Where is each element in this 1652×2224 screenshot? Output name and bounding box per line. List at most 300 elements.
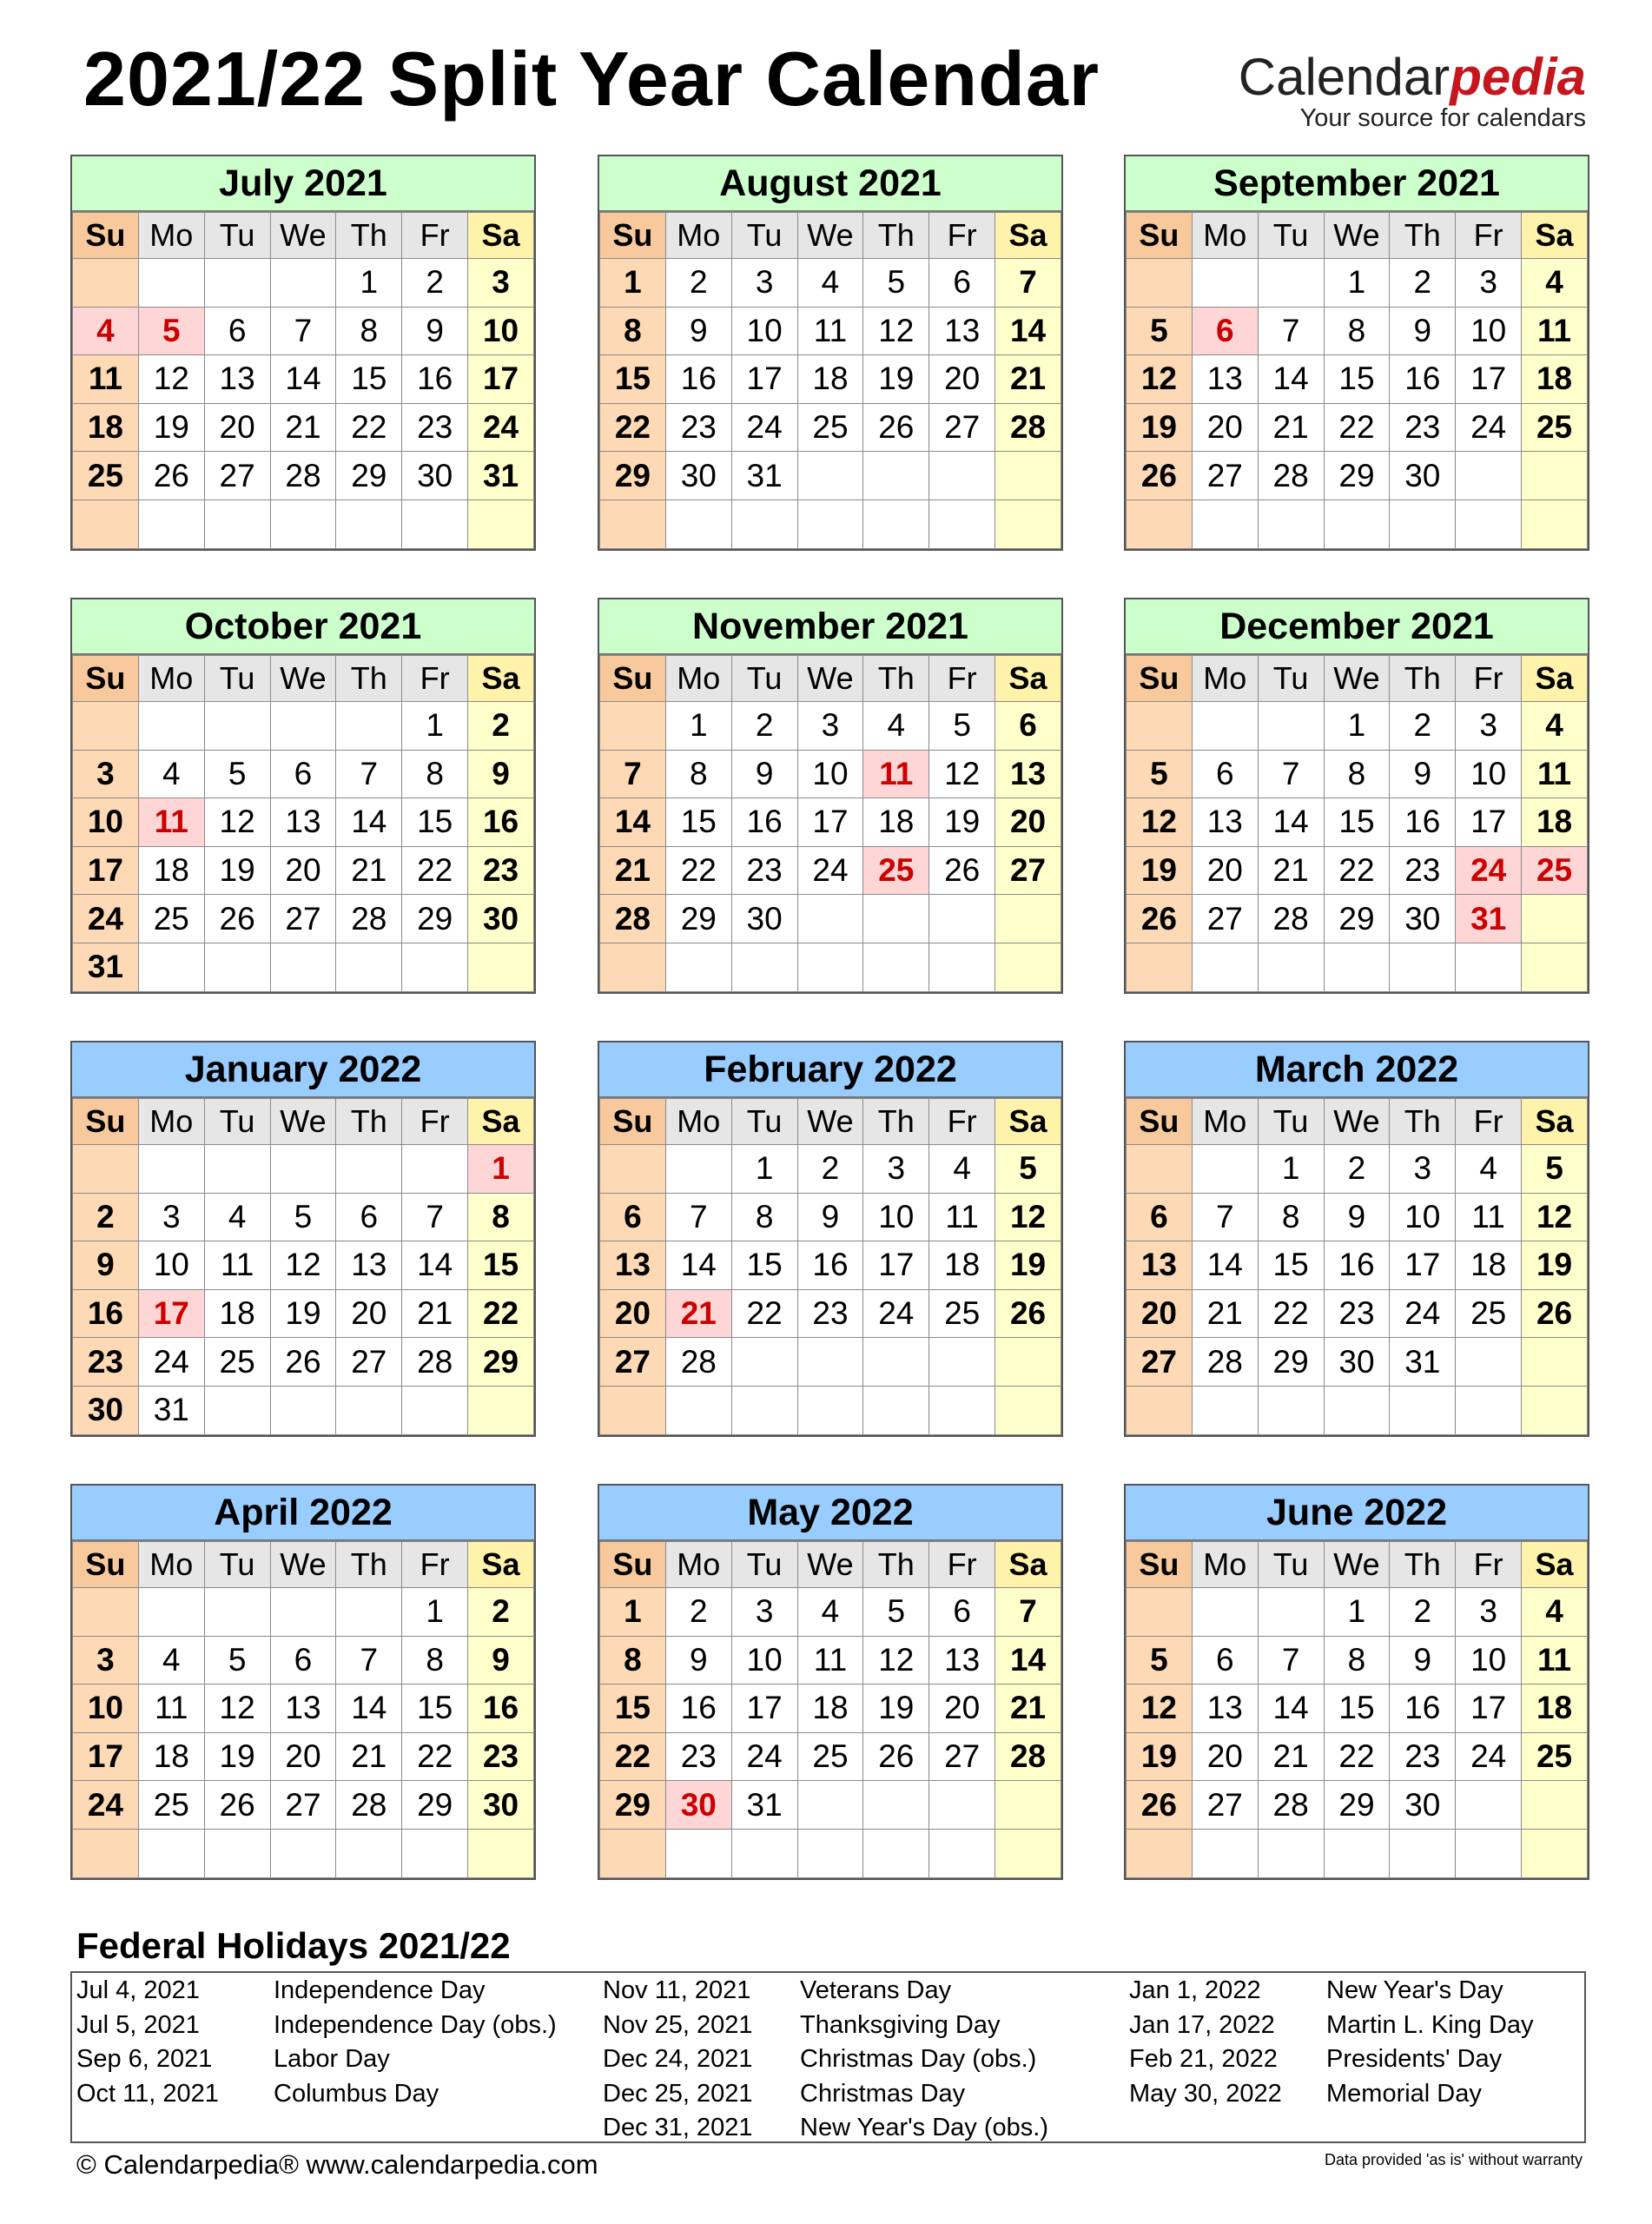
day-cell: 28 — [995, 1732, 1061, 1781]
day-cell: 12 — [138, 355, 204, 404]
day-cell: 4 — [1522, 702, 1588, 751]
day-cell: 15 — [665, 798, 731, 847]
day-cell: 31 — [73, 943, 139, 991]
day-cell: 14 — [402, 1241, 468, 1290]
day-cell: 23 — [73, 1338, 139, 1387]
holidays-column — [76, 1974, 557, 2111]
day-cell: 3 — [1456, 702, 1522, 751]
day-cell: 9 — [1390, 750, 1456, 798]
day-cell: 4 — [138, 750, 204, 798]
holiday-name: Memorial Day — [1326, 2079, 1482, 2108]
holiday-date: Jan 1, 2022 — [1129, 1976, 1261, 2004]
day-cell: 21 — [600, 846, 666, 895]
day-cell: 3 — [1456, 1588, 1522, 1637]
day-cell: 5 — [863, 1588, 929, 1637]
month-title: May 2022 — [599, 1486, 1061, 1541]
weekday-header: We — [1324, 1542, 1390, 1588]
empty-day-cell — [1324, 500, 1390, 548]
day-cell: 29 — [336, 452, 402, 500]
empty-day-cell — [863, 1386, 929, 1434]
weekday-header: Tu — [1258, 656, 1324, 702]
day-cell: 23 — [797, 1289, 863, 1338]
day-cell: 6 — [270, 750, 336, 798]
day-cell: 26 — [204, 895, 270, 943]
day-cell: 20 — [270, 1732, 336, 1781]
day-cell: 18 — [863, 798, 929, 847]
day-cell: 23 — [1390, 1732, 1456, 1781]
day-cell: 25 — [1456, 1289, 1522, 1338]
day-cell: 29 — [1324, 452, 1390, 500]
weekday-header: Fr — [402, 1099, 468, 1145]
day-cell: 6 — [929, 259, 995, 308]
day-cell: 1 — [1258, 1145, 1324, 1194]
holiday-date: Dec 24, 2021 — [603, 2045, 753, 2073]
month-title: September 2021 — [1126, 156, 1588, 212]
day-cell: 19 — [863, 1685, 929, 1733]
holiday-row — [603, 2077, 1054, 2112]
empty-day-cell — [1456, 1781, 1522, 1830]
day-cell: 3 — [863, 1145, 929, 1194]
day-cell: 30 — [1390, 452, 1456, 500]
day-cell: 5 — [1127, 750, 1193, 798]
day-cell: 13 — [1192, 355, 1258, 404]
day-cell: 13 — [336, 1241, 402, 1290]
weekday-header: Tu — [731, 213, 797, 259]
weekday-header: Su — [600, 1542, 666, 1588]
day-cell: 13 — [1127, 1241, 1193, 1290]
day-cell: 16 — [797, 1241, 863, 1290]
day-cell: 11 — [73, 355, 139, 404]
footer-copyright: © Calendarpedia® www.calendarpedia.com — [76, 2149, 598, 2180]
day-cell: 22 — [336, 403, 402, 452]
weekday-header: Tu — [204, 1542, 270, 1588]
day-cell: 3 — [468, 259, 534, 308]
day-cell: 25 — [138, 895, 204, 943]
day-cell: 24 — [1390, 1289, 1456, 1338]
day-cell: 4 — [1522, 259, 1588, 308]
day-cell: 24 — [73, 895, 139, 943]
holiday-row — [1129, 2042, 1581, 2077]
weekday-header: Su — [1127, 213, 1193, 259]
empty-day-cell — [995, 500, 1061, 548]
day-cell: 27 — [336, 1338, 402, 1387]
month-title: April 2022 — [72, 1486, 534, 1541]
day-cell: 12 — [204, 798, 270, 847]
empty-day-cell — [1258, 1588, 1324, 1637]
month-title: December 2021 — [1126, 599, 1588, 655]
day-cell: 22 — [665, 846, 731, 895]
day-cell: 29 — [665, 895, 731, 943]
empty-day-cell — [929, 1386, 995, 1434]
day-cell: 8 — [1324, 307, 1390, 355]
day-cell: 27 — [1127, 1338, 1193, 1387]
empty-day-cell — [929, 895, 995, 943]
empty-day-cell — [1192, 702, 1258, 751]
day-cell: 7 — [1258, 750, 1324, 798]
weekday-header: Sa — [468, 213, 534, 259]
day-cell: 29 — [402, 1781, 468, 1830]
day-cell: 24 — [73, 1781, 139, 1830]
day-cell: 12 — [270, 1241, 336, 1290]
empty-day-cell — [1192, 500, 1258, 548]
day-cell: 7 — [402, 1193, 468, 1241]
empty-day-cell — [929, 1338, 995, 1387]
weekday-header: Fr — [929, 213, 995, 259]
day-cell: 19 — [1127, 1732, 1193, 1781]
weekday-header: Su — [73, 1099, 139, 1145]
day-cell: 8 — [402, 750, 468, 798]
empty-day-cell — [1522, 1386, 1588, 1434]
weekday-header: Th — [1390, 656, 1456, 702]
day-cell: 22 — [600, 1732, 666, 1781]
weekday-header: Tu — [731, 1099, 797, 1145]
day-cell: 12 — [1127, 355, 1193, 404]
empty-day-cell — [863, 1829, 929, 1877]
day-cell: 6 — [1192, 750, 1258, 798]
day-cell: 19 — [270, 1289, 336, 1338]
weekday-header: Su — [1127, 1542, 1193, 1588]
holiday-date: Jan 17, 2022 — [1129, 2010, 1275, 2039]
day-cell: 17 — [1456, 798, 1522, 847]
day-cell: 25 — [797, 403, 863, 452]
day-cell: 30 — [731, 895, 797, 943]
day-cell: 17 — [73, 1732, 139, 1781]
empty-day-cell — [797, 943, 863, 991]
weekday-header: Th — [863, 1099, 929, 1145]
empty-day-cell — [731, 500, 797, 548]
weekday-header: We — [1324, 1099, 1390, 1145]
holiday-name: Christmas Day — [800, 2079, 966, 2108]
month-calendar — [1124, 155, 1589, 551]
day-cell: 7 — [995, 1588, 1061, 1637]
empty-day-cell — [863, 1338, 929, 1387]
weekday-header: Fr — [1456, 656, 1522, 702]
day-cell: 11 — [929, 1193, 995, 1241]
holiday-day-cell: 24 — [1456, 846, 1522, 895]
weekday-header: Sa — [995, 1099, 1061, 1145]
day-cell: 4 — [1456, 1145, 1522, 1194]
weekday-header: Fr — [929, 656, 995, 702]
empty-day-cell — [731, 1386, 797, 1434]
day-cell: 5 — [204, 1636, 270, 1685]
day-cell: 9 — [402, 307, 468, 355]
day-cell: 17 — [731, 355, 797, 404]
empty-day-cell — [1522, 500, 1588, 548]
month-calendar — [1124, 1041, 1589, 1437]
month-calendar — [598, 1484, 1063, 1880]
day-cell: 15 — [402, 798, 468, 847]
day-cell: 16 — [665, 355, 731, 404]
empty-day-cell — [1127, 259, 1193, 308]
empty-day-cell — [270, 1588, 336, 1637]
empty-day-cell — [270, 943, 336, 991]
day-cell: 10 — [468, 307, 534, 355]
weekday-header: Fr — [1456, 1542, 1522, 1588]
day-cell: 28 — [1258, 1781, 1324, 1830]
weekday-header: Sa — [468, 1542, 534, 1588]
day-cell: 16 — [1324, 1241, 1390, 1290]
day-cell: 25 — [1522, 403, 1588, 452]
weekday-header: Mo — [1192, 656, 1258, 702]
day-cell: 7 — [995, 259, 1061, 308]
day-cell: 19 — [995, 1241, 1061, 1290]
day-cell: 19 — [863, 355, 929, 404]
day-cell: 23 — [665, 1732, 731, 1781]
weekday-header: Mo — [138, 1542, 204, 1588]
day-cell: 19 — [1127, 846, 1193, 895]
day-cell: 20 — [1192, 1732, 1258, 1781]
day-cell: 14 — [336, 1685, 402, 1733]
day-cell: 29 — [402, 895, 468, 943]
day-cell: 25 — [1522, 1732, 1588, 1781]
day-cell: 11 — [138, 1685, 204, 1733]
month-calendar — [70, 1484, 536, 1880]
weekday-header: We — [270, 1542, 336, 1588]
day-cell: 9 — [468, 1636, 534, 1685]
holiday-date: May 30, 2022 — [1129, 2079, 1282, 2108]
day-cell: 15 — [336, 355, 402, 404]
holiday-date: Oct 11, 2021 — [76, 2079, 219, 2108]
empty-day-cell — [1324, 943, 1390, 991]
day-cell: 23 — [665, 403, 731, 452]
weekday-header: Th — [336, 656, 402, 702]
day-cell: 1 — [731, 1145, 797, 1194]
day-cell: 14 — [1258, 798, 1324, 847]
day-cell: 11 — [1522, 1636, 1588, 1685]
empty-day-cell — [204, 500, 270, 548]
day-cell: 23 — [468, 1732, 534, 1781]
day-cell: 23 — [731, 846, 797, 895]
day-cell: 15 — [468, 1241, 534, 1290]
day-cell: 27 — [1192, 1781, 1258, 1830]
weekday-header: Tu — [1258, 1542, 1324, 1588]
empty-day-cell — [336, 500, 402, 548]
day-cell: 16 — [1390, 1685, 1456, 1733]
weekday-header: Mo — [1192, 213, 1258, 259]
day-cell: 24 — [863, 1289, 929, 1338]
holiday-day-cell: 1 — [468, 1145, 534, 1194]
day-cell: 7 — [600, 750, 666, 798]
holiday-name: Independence Day — [274, 1976, 486, 2004]
day-cell: 21 — [1192, 1289, 1258, 1338]
holidays-column — [603, 1974, 1054, 2146]
day-cell: 1 — [336, 259, 402, 308]
day-cell: 16 — [1390, 355, 1456, 404]
day-cell: 30 — [1390, 895, 1456, 943]
day-cell: 8 — [665, 750, 731, 798]
empty-day-cell — [1127, 943, 1193, 991]
empty-day-cell — [270, 1145, 336, 1194]
day-cell: 18 — [204, 1289, 270, 1338]
day-cell: 12 — [863, 1636, 929, 1685]
day-cell: 19 — [204, 1732, 270, 1781]
day-cell: 13 — [995, 750, 1061, 798]
day-cell: 5 — [1522, 1145, 1588, 1194]
day-cell: 7 — [1258, 1636, 1324, 1685]
empty-day-cell — [1192, 1386, 1258, 1434]
month-calendar — [598, 155, 1063, 551]
day-cell: 5 — [929, 702, 995, 751]
month-title: August 2021 — [599, 156, 1061, 212]
weekday-header: We — [797, 1542, 863, 1588]
empty-day-cell — [995, 1829, 1061, 1877]
empty-day-cell — [863, 943, 929, 991]
day-cell: 1 — [665, 702, 731, 751]
day-cell: 14 — [270, 355, 336, 404]
day-cell: 7 — [336, 1636, 402, 1685]
day-cell: 2 — [1390, 702, 1456, 751]
day-cell: 17 — [468, 355, 534, 404]
day-cell: 22 — [1324, 1732, 1390, 1781]
day-cell: 10 — [1390, 1193, 1456, 1241]
day-cell: 16 — [1390, 798, 1456, 847]
holiday-row — [76, 2009, 557, 2043]
empty-day-cell — [73, 500, 139, 548]
weekday-header: Fr — [1456, 213, 1522, 259]
empty-day-cell — [1522, 1781, 1588, 1830]
day-cell: 4 — [204, 1193, 270, 1241]
weekday-header: Mo — [1192, 1099, 1258, 1145]
empty-day-cell — [468, 1829, 534, 1877]
day-cell: 21 — [995, 1685, 1061, 1733]
day-cell: 30 — [1324, 1338, 1390, 1387]
day-cell: 22 — [468, 1289, 534, 1338]
day-cell: 27 — [929, 1732, 995, 1781]
empty-day-cell — [204, 1588, 270, 1637]
day-cell: 31 — [138, 1386, 204, 1434]
empty-day-cell — [1522, 895, 1588, 943]
empty-day-cell — [863, 1781, 929, 1830]
day-cell: 31 — [1390, 1338, 1456, 1387]
day-cell: 9 — [797, 1193, 863, 1241]
day-cell: 26 — [1522, 1289, 1588, 1338]
day-cell: 25 — [73, 452, 139, 500]
empty-day-cell — [1522, 943, 1588, 991]
holiday-name: Labor Day — [274, 2045, 390, 2073]
day-cell: 5 — [995, 1145, 1061, 1194]
day-cell: 25 — [204, 1338, 270, 1387]
day-cell: 24 — [468, 403, 534, 452]
day-cell: 18 — [138, 1732, 204, 1781]
month-title: February 2022 — [599, 1042, 1061, 1098]
empty-day-cell — [995, 1386, 1061, 1434]
day-cell: 27 — [995, 846, 1061, 895]
day-cell: 13 — [929, 1636, 995, 1685]
holiday-name: Veterans Day — [800, 1976, 952, 2004]
day-cell: 15 — [600, 355, 666, 404]
day-cell: 10 — [1456, 307, 1522, 355]
empty-day-cell — [731, 1829, 797, 1877]
holiday-name: New Year's Day (obs.) — [800, 2114, 1048, 2141]
empty-day-cell — [600, 702, 666, 751]
holiday-date: Nov 11, 2021 — [603, 1976, 751, 2004]
weekday-header: Th — [336, 1542, 402, 1588]
day-cell: 4 — [138, 1636, 204, 1685]
day-cell: 26 — [995, 1289, 1061, 1338]
empty-day-cell — [1324, 1386, 1390, 1434]
page-title: 2021/22 Split Year Calendar — [83, 36, 1100, 122]
holiday-name: Thanksgiving Day — [800, 2010, 1001, 2039]
day-cell: 12 — [995, 1193, 1061, 1241]
empty-day-cell — [929, 943, 995, 991]
day-cell: 13 — [204, 355, 270, 404]
day-cell: 16 — [73, 1289, 139, 1338]
empty-day-cell — [270, 1829, 336, 1877]
day-cell: 16 — [731, 798, 797, 847]
day-cell: 2 — [468, 702, 534, 751]
weekday-header: We — [270, 656, 336, 702]
day-cell: 29 — [600, 452, 666, 500]
empty-day-cell — [1456, 500, 1522, 548]
weekday-header: We — [797, 1099, 863, 1145]
holiday-name: Christmas Day (obs.) — [800, 2045, 1037, 2073]
holiday-date: Sep 6, 2021 — [76, 2045, 213, 2073]
day-cell: 7 — [1192, 1193, 1258, 1241]
weekday-header: We — [270, 1099, 336, 1145]
weekday-header: Fr — [1456, 1099, 1522, 1145]
day-cell: 26 — [1127, 1781, 1193, 1830]
empty-day-cell — [600, 943, 666, 991]
day-cell: 16 — [468, 1685, 534, 1733]
day-cell: 21 — [336, 846, 402, 895]
day-cell: 20 — [336, 1289, 402, 1338]
day-cell: 14 — [665, 1241, 731, 1290]
day-cell: 26 — [929, 846, 995, 895]
weekday-header: Mo — [665, 1099, 731, 1145]
day-cell: 8 — [1324, 750, 1390, 798]
day-cell: 18 — [797, 1685, 863, 1733]
day-cell: 29 — [1258, 1338, 1324, 1387]
empty-day-cell — [1456, 1829, 1522, 1877]
day-cell: 27 — [1192, 452, 1258, 500]
empty-day-cell — [138, 1829, 204, 1877]
weekday-header: Th — [1390, 213, 1456, 259]
day-cell: 29 — [600, 1781, 666, 1830]
day-cell: 10 — [73, 798, 139, 847]
day-cell: 14 — [336, 798, 402, 847]
day-cell: 10 — [797, 750, 863, 798]
holiday-name: Independence Day (obs.) — [274, 2010, 557, 2039]
day-cell: 19 — [138, 403, 204, 452]
day-cell: 28 — [600, 895, 666, 943]
month-calendar — [1124, 1484, 1589, 1880]
day-cell: 26 — [863, 1732, 929, 1781]
empty-day-cell — [995, 895, 1061, 943]
month-calendar — [1124, 598, 1589, 994]
day-cell: 5 — [270, 1193, 336, 1241]
weekday-header: Th — [336, 1099, 402, 1145]
holiday-date: Jul 5, 2021 — [76, 2010, 200, 2039]
month-title: November 2021 — [599, 599, 1061, 655]
day-cell: 1 — [600, 1588, 666, 1637]
day-cell: 2 — [731, 702, 797, 751]
day-cell: 28 — [336, 895, 402, 943]
day-cell: 12 — [1127, 1685, 1193, 1733]
day-cell: 25 — [138, 1781, 204, 1830]
empty-day-cell — [995, 1781, 1061, 1830]
holiday-day-cell: 17 — [138, 1289, 204, 1338]
day-cell: 2 — [73, 1193, 139, 1241]
empty-day-cell — [138, 500, 204, 548]
holidays-column — [1129, 1974, 1581, 2111]
day-cell: 20 — [929, 355, 995, 404]
empty-day-cell — [995, 943, 1061, 991]
month-title: January 2022 — [72, 1042, 534, 1098]
day-cell: 2 — [665, 1588, 731, 1637]
day-cell: 21 — [402, 1289, 468, 1338]
day-cell: 12 — [1127, 798, 1193, 847]
day-cell: 12 — [1522, 1193, 1588, 1241]
